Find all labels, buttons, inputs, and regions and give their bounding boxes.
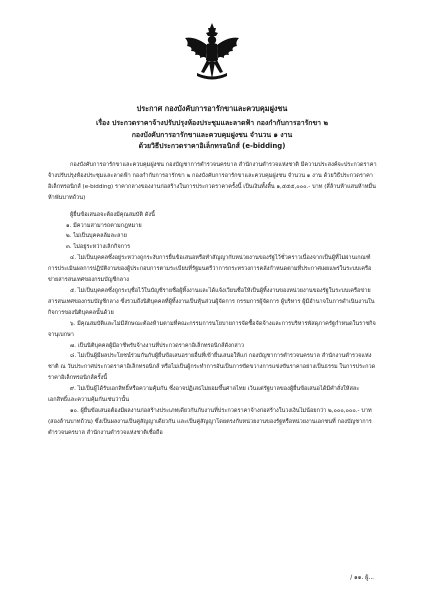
announcement-method: ด้วยวิธีประกวดราคาอิเล็กทรอนิกส์ (e-bidding) [138,142,286,150]
qualification-item: ๙. ไม่เป็นผู้ได้รับเอกสิทธิ์หรือความคุ้มกัน ซึ่งอาจปฏิเสธไม่ยอมขึ้นศาลไทย เว้นแต่รัฐบาลของผู้ยื่นข้อเสนอได้มีคำสั่งให้สละเอกสิทธิ์และความคุ้มกันเช่นว่านั้น [48,386,360,404]
announcement-body [48,160,378,439]
garuda-emblem-icon [183,22,241,84]
announcement-subject-line2: กองบังคับการอารักขาและควบคุมฝูงชน จำนวน ๑ งาน [131,131,293,139]
intro-paragraph: กองบังคับการอารักขาและควบคุมฝูงชน กองบัญชาการตำรวจนครบาล สำนักงานตำรวจแห่งชาติ มีความประสงค์จะประกวดราคาจ้างปรับปรุงห้องประชุมและลาดฟ้า กองกำกับการอารักขา ๒ กองบังคับการอารักขาและควบคุมฝูงชน จำนวน ๑ งาน ด้วยวิธีประกวดราคาอิเล็กทรอนิกส์ (e-bidding) ราคากลางของงานก่อสร้างในการประกวดราคาครั้งนี้ เป็นเงินทั้งสิ้น ๑,๕๕๕,๐๐๐.- บาท (สี่ล้านห้าแสนห้าหมื่นห้าพันบาทถ้วน) [48,162,377,201]
qualification-item: ๓. ไม่อยู่ระหว่างเลิกกิจการ [66,244,131,251]
qualification-item: ๖. มีคุณสมบัติและไม่มีลักษณะต้องห้ามตามที่คณะกรรมการนโยบายการจัดซื้อจัดจ้างและการบริหารพัสดุภาครัฐกำหนดในราชกิจจานุเบกษา [48,320,376,338]
qualifications-heading: ผู้ยื่นข้อเสนอจะต้องมีคุณสมบัติ ดังนี้ [70,211,155,218]
qualification-item: ๔. ไม่เป็นบุคคลซึ่งอยู่ระหว่างถูกระงับการยื่นข้อเสนอหรือทำสัญญากับหน่วยงานของรัฐไว้ชั่วคราวเนื่องจากเป็นผู้ที่ไม่ผ่านเกณฑ์การประเมินผลการปฏิบัติงานของผู้ประกอบการตามระเบียบที่รัฐมนตรีว่าการกระทรวงการคลังกำหนดตามที่ประกาศเผยแพร่ในระบบเครือข่ายสารสนเทศของกรมบัญชีกลาง [48,255,372,284]
qualification-item: ๒. ไม่เป็นบุคคลล้มละลาย [66,233,127,240]
announcement-subject: เรื่อง ประกวดราคาจ้างปรับปรุงห้องประชุมและลาดฟ้า กองกำกับการอารักขา ๒ [96,119,328,127]
qualification-item: ๗. เป็นนิติบุคคลผู้มีอาชีพรับจ้างงานที่ประกวดราคาอิเล็กทรอนิกส์ดังกล่าว [70,342,244,349]
announcement-title: ประกาศ กองบังคับการอารักขาและควบคุมฝูงชน [136,104,288,113]
qualification-item: ๑๐. ผู้ยื่นข้อเสนอต้องมีผลงานก่อสร้างประเภทเดียวกันกับงานที่ประกวดราคาจ้างก่อสร้างในวงเงินไม่น้อยกว่า ๒,๐๐๐,๐๐๐.- บาท (สองล้านบาทถ้วน) ซึ่งเป็นผลงานเป็นคู่สัญญาเดียวกัน และเป็นคู่สัญญาโดยตรงกับหน่วยงานของรัฐหรือหน่วยงานเอกชนที่ กองบัญชาการตำรวจนครบาล สำนักงานตำรวจแห่งชาติเชื่อถือ [48,407,372,436]
qualification-item: ๑. มีความสามารถตามกฎหมาย [66,222,142,229]
qualification-item: ๕. ไม่เป็นบุคคลซึ่งถูกระบุชื่อไว้ในบัญชีรายชื่อผู้ทิ้งงานและได้แจ้งเวียนชื่อให้เป็นผู้ทิ้งงานของหน่วยงานของรัฐในระบบเครือข่ายสารสนเทศของกรมบัญชีกลาง ซึ่งรวมถึงนิติบุคคลที่ผู้ทิ้งงานเป็นหุ้นส่วนผู้จัดการ กรรมการผู้จัดการ ผู้บริหาร ผู้มีอำนาจในการดำเนินงานในกิจการของนิติบุคคลนั้นด้วย [48,287,375,316]
qualification-item: ๘. ไม่เป็นผู้มีผลประโยชน์ร่วมกันกับผู้ยื่นข้อเสนอรายอื่นที่เข้ายื่นเสนอให้แก่ กองบัญชาการตำรวจนครบาล สำนักงานตำรวจแห่งชาติ ณ วันประกาศประกวดราคาอิเล็กทรอนิกส์ หรือไม่เป็นผู้กระทำการอันเป็นการขัดขวางการแข่งขันราคาอย่างเป็นธรรม ในการประกวดราคาอิเล็กทรอนิกส์ครั้งนี้ [48,353,376,382]
continued-marker: / ๑๑. ผู้... [350,575,374,581]
